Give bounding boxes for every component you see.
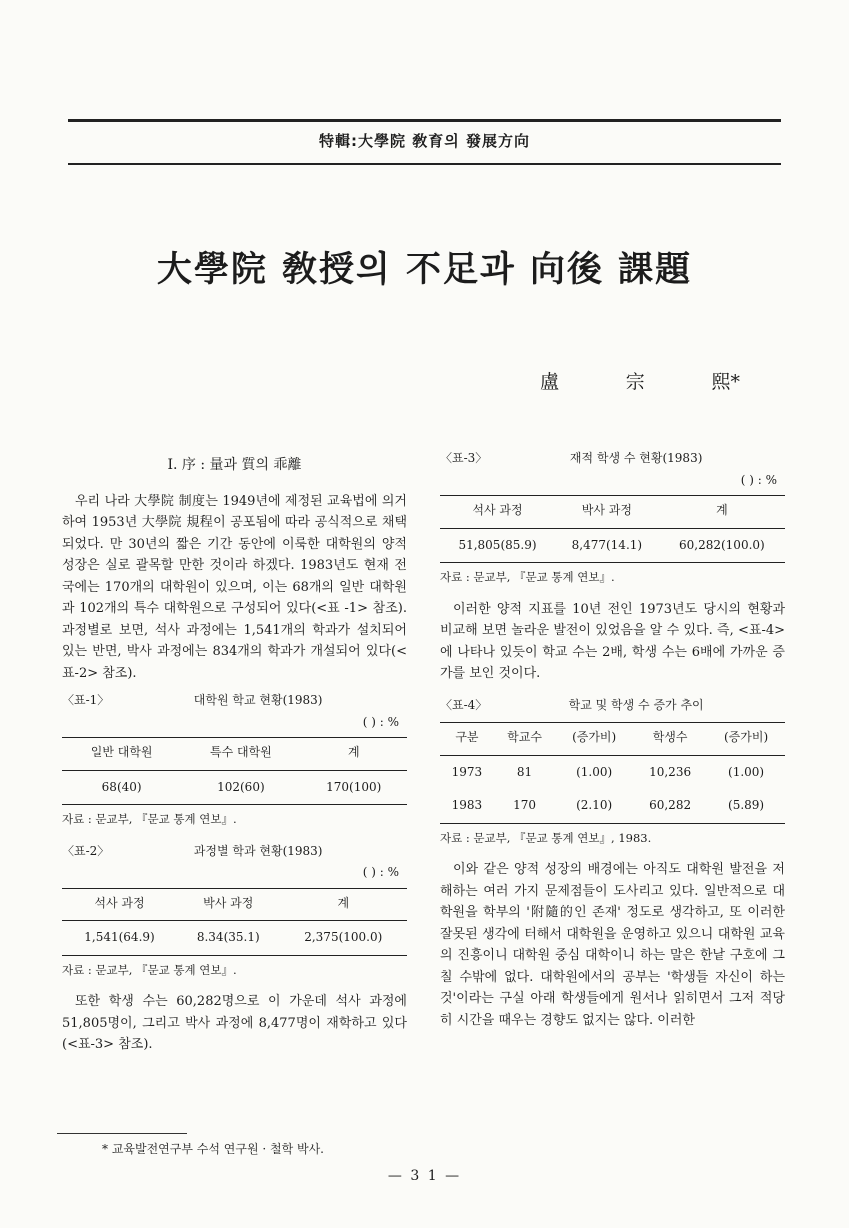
table-title: 대학원 학교 현황(1983) [193, 693, 323, 707]
table-header-cell: 박사 과정 [177, 888, 280, 921]
table-title: 학교 및 학생 수 증가 추이 [568, 697, 704, 712]
table-source: 자료 : 문교부, 『문교 통계 연보』, 1983. [440, 830, 652, 845]
table-row [62, 921, 407, 956]
table3-caption [440, 448, 785, 470]
table-header-cell: 박사 과정 [555, 496, 659, 529]
table-cell: 102(60) [181, 770, 300, 805]
footnote-rule [57, 1133, 187, 1134]
table-cell: 170(100) [301, 770, 408, 805]
table1 [62, 737, 407, 805]
table-header-cell: 특수 대학원 [181, 738, 300, 771]
table-cell: 51,805(85.9) [440, 528, 555, 563]
table2 [62, 888, 407, 956]
table-cell: 10,236 [649, 764, 692, 779]
table4-caption [440, 695, 785, 717]
table-label: 〈표-3〉 [440, 451, 488, 465]
page-number: — 3 1 — [387, 1168, 462, 1184]
header-top-rule [68, 119, 781, 122]
left-column [62, 455, 407, 1056]
author-char: 宗 [625, 371, 645, 393]
table-unit: ( ) : % [362, 714, 399, 729]
table-source: 자료 : 문교부, 『문교 통계 연보』. [62, 962, 237, 977]
table2-caption [62, 841, 407, 863]
body-paragraph: 이와 같은 양적 성장의 배경에는 아직도 대학원 발전을 저해하는 여러 가지 문제점들이 도사리고 있다. 일반적으로 대학원을 학부의 '附隨的인 존재' 정도로 생각하고, 또 이러한 잘못된 생각에 터해서 대학원을 운영하고 있으니 대학원 교육의 진흥이니 대학원 중심 대학이니 하는 말은 한낱 구호에 그칠 수밖에 없다. 대학원에서의 공부는 '학생들 자신이 하는 것'이라는 구실 아래 학생들에게 원서나 읽히면서 그저 적당히 시간을 때우는 경향도 없지는 않다. 이러한 [440, 862, 785, 1028]
table-source: 자료 : 문교부, 『문교 통계 연보』. [62, 812, 237, 826]
table4 [440, 722, 785, 824]
table-header-cell: 계 [301, 738, 408, 771]
table-cell: (1.00) [576, 764, 613, 779]
table-header-cell: 계 [280, 888, 407, 921]
table-source: 자료 : 문교부, 『문교 통계 연보』. [440, 570, 615, 584]
table-row [440, 528, 785, 563]
table-row [440, 755, 785, 789]
table-header-cell: 일반 대학원 [62, 738, 181, 771]
table-cell: 1,541(64.9) [62, 921, 177, 956]
table-row [440, 789, 785, 823]
body-paragraph: 이러한 양적 지표를 10년 전인 1973년도 당시의 현황과 비교해 보면 놀라운 발전이 있었음을 알 수 있다. 즉, <표-4>에 나타나 있듯이 학교 수는 2배, 학생 수는 6배에 가까운 증가를 보인 것이다. [440, 601, 785, 681]
table3 [440, 495, 785, 563]
table-cell: 1973 [451, 764, 483, 779]
table-cell: 8.34(35.1) [177, 921, 280, 956]
table-header-cell: 구분 [440, 723, 494, 756]
table-label: 〈표-4〉 [440, 697, 488, 712]
table-cell: 60,282 [633, 789, 707, 823]
table-cell: 60,282(100.0) [659, 528, 785, 563]
table-label: 〈표-1〉 [62, 693, 110, 707]
table-header-cell: 계 [659, 496, 785, 529]
table-header-cell: 석사 과정 [62, 888, 177, 921]
table-header-cell: 학교수 [494, 723, 555, 756]
table-header-cell: (증가비) [555, 723, 633, 756]
table-cell: (5.89) [707, 789, 785, 823]
table-cell: 68(40) [62, 770, 181, 805]
table1-caption [62, 690, 407, 712]
header-bottom-rule [68, 163, 781, 165]
table-header-cell: 석사 과정 [440, 496, 555, 529]
table-label: 〈표-2〉 [62, 843, 110, 858]
table-cell: 2,375(100.0) [280, 921, 407, 956]
series-title: 特輯:大學院 敎育의 發展方向 [319, 132, 530, 150]
section-heading: Ⅰ. 序 : 量과 質의 乖離 [167, 457, 302, 473]
table-title: 재적 학생 수 현황(1983) [569, 451, 703, 465]
author-name [540, 367, 740, 394]
table-cell: 1983 [440, 789, 494, 823]
author-char: 熙* [711, 371, 740, 393]
author-char: 盧 [540, 371, 560, 393]
body-paragraph: 또한 학생 수는 60,282명으로 이 가운데 석사 과정에 51,805명이, 그리고 박사 과정에 8,477명이 재학하고 있다(<표-3> 참조). [62, 994, 407, 1052]
table-header-cell: 학생수 [633, 723, 707, 756]
table-title: 과정별 학과 현황(1983) [193, 843, 323, 858]
table-unit: ( ) : % [740, 472, 777, 487]
table-cell: 8,477(14.1) [555, 528, 659, 563]
table-row [62, 770, 407, 805]
article-title: 大學院 敎授의 不足과 向後 課題 [156, 249, 693, 290]
table-cell: (2.10) [555, 789, 633, 823]
footnote: * 교육발전연구부 수석 연구원 · 철학 박사. [102, 1142, 324, 1156]
body-paragraph: 우리 나라 大學院 制度는 1949년에 제정된 교육법에 의거하여 1953년 大學院 規程이 공포됨에 따라 공식적으로 채택되었다. 만 30년의 짧은 기간 동안에 이룩한 대학원의 양적 성장은 실로 괄목할 만한 것이라 하겠다. 1983년도 현재 전국에는 170개의 대학원이 있으며, 이는 68개의 일반 대학원과 102개의 특수 대학원으로 구성되어 있다(<표 -1> 참조). 과정별로 보면, 석사 과정에는 1,541개의 학과가 설치되어 있는 반면, 박사 과정에는 834개의 학과가 개설되어 있다(<표-2> 참조). [62, 493, 407, 681]
table-cell: 81 [516, 764, 533, 779]
table-unit: ( ) : % [362, 865, 399, 879]
table-header-cell: (증가비) [707, 723, 785, 756]
table-cell: 170 [494, 789, 555, 823]
right-column [440, 448, 785, 1031]
table-cell: (1.00) [728, 764, 765, 779]
